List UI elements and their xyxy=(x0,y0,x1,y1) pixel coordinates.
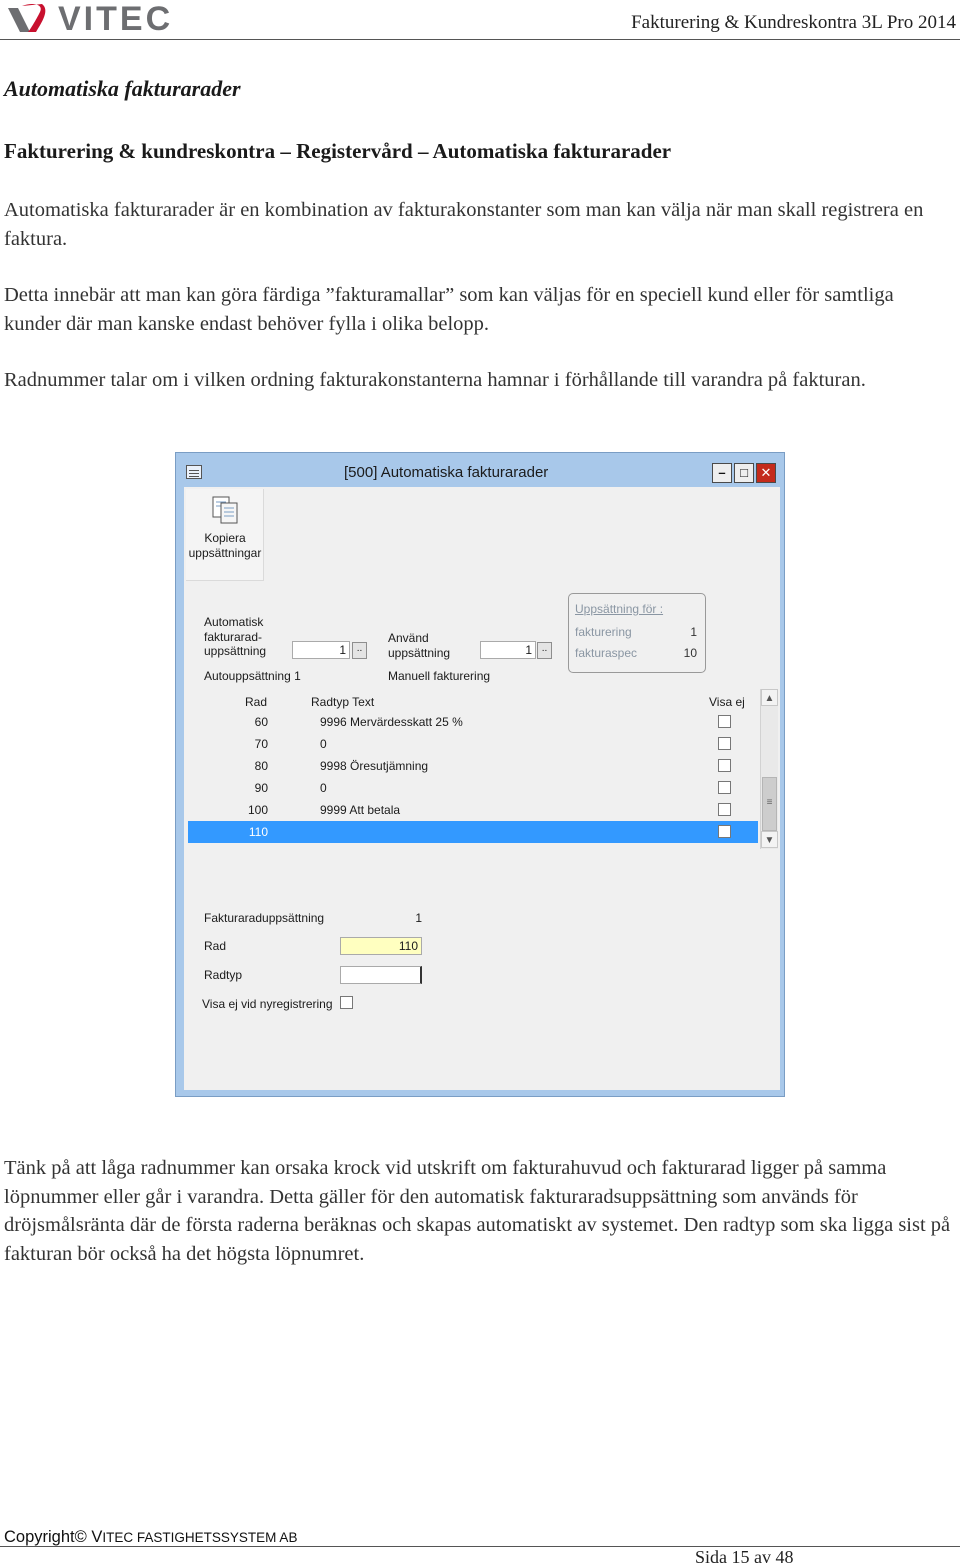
grid-row[interactable] xyxy=(188,777,758,799)
auto-setup-lookup-button[interactable]: .. xyxy=(352,642,367,659)
cell-rad: 80 xyxy=(254,759,268,773)
vitec-logo-text xyxy=(58,2,173,36)
column-header-radtyp-text[interactable]: Radtyp Text xyxy=(311,695,375,709)
invoice-rows-grid xyxy=(188,687,758,847)
visa-ej-checkbox[interactable] xyxy=(718,737,731,750)
cell-rad: 60 xyxy=(254,715,268,729)
use-setup-input[interactable]: 1 xyxy=(480,641,536,659)
copyright-symbol: © xyxy=(74,1528,87,1546)
copyright-word: Copyright xyxy=(4,1528,75,1546)
company-name: ITEC FASTIGHETSSYSTEM AB xyxy=(102,1530,298,1545)
radtyp-input[interactable] xyxy=(340,966,422,984)
scroll-down-arrow-icon[interactable]: ▼ xyxy=(761,831,778,848)
cell-rad: 70 xyxy=(254,737,268,751)
svg-text:VITEC: VITEC xyxy=(58,2,174,36)
copy-setups-label-line2: uppsättningar xyxy=(188,546,262,560)
use-setup-lookup-button[interactable]: .. xyxy=(537,642,552,659)
menu-path: Fakturering & kundreskontra – Registervård – Automatiska fakturarader xyxy=(4,139,672,163)
section-title: Automatiska fakturarader xyxy=(4,76,241,101)
setup-for-title: Uppsättning för : xyxy=(575,602,664,616)
auto-setup-input[interactable]: 1 xyxy=(292,641,350,659)
setup-for-invoicing-label: fakturering xyxy=(575,625,632,639)
copy-documents-icon xyxy=(210,495,240,525)
rad-label: Rad xyxy=(204,939,227,953)
hide-on-new-registration-checkbox[interactable] xyxy=(340,996,353,1009)
grid-row[interactable] xyxy=(188,755,758,777)
footer-divider xyxy=(0,1546,960,1547)
use-setup-description: Manuell fakturering xyxy=(388,669,491,683)
copy-setups-button[interactable] xyxy=(186,489,264,581)
visa-ej-checkbox[interactable] xyxy=(718,825,731,838)
column-header-rad[interactable]: Rad xyxy=(245,695,268,709)
window-client-area xyxy=(184,487,780,1090)
scroll-thumb[interactable]: ≡ xyxy=(762,777,777,831)
page-number: Sida 15 av 48 xyxy=(695,1547,794,1567)
visa-ej-checkbox[interactable] xyxy=(718,803,731,816)
grid-row[interactable] xyxy=(188,799,758,821)
vitec-logo xyxy=(6,2,206,36)
auto-setup-label xyxy=(204,615,266,659)
auto-setup-description: Autouppsättning 1 xyxy=(204,669,301,683)
visa-ej-checkbox[interactable] xyxy=(718,781,731,794)
grid-vertical-scrollbar[interactable] xyxy=(760,689,778,849)
setup-for-spec-value: 10 xyxy=(683,646,697,660)
setup-for-invoicing-value: 1 xyxy=(690,625,697,639)
use-setup-label xyxy=(388,631,450,660)
page-header xyxy=(0,0,960,40)
cell-radtyp: 0 xyxy=(320,737,327,751)
setup-for-spec-label: fakturaspec xyxy=(575,646,638,660)
grid-row[interactable] xyxy=(188,711,758,733)
rad-input[interactable]: 110 xyxy=(340,937,422,955)
auto-setup-label-line3: uppsättning xyxy=(204,644,267,658)
use-setup-label-line2: uppsättning xyxy=(388,645,451,660)
window-title: [500] Automatiska fakturarader xyxy=(344,464,549,481)
use-setup-label-line1: Använd xyxy=(388,631,429,645)
grid-row[interactable] xyxy=(188,733,758,755)
cell-rad: 110 xyxy=(248,825,268,839)
auto-setup-label-line1: Automatisk xyxy=(204,615,264,629)
grid-row-selected[interactable] xyxy=(188,821,758,843)
visa-ej-checkbox[interactable] xyxy=(718,759,731,772)
column-header-visa-ej[interactable]: Visa ej xyxy=(709,695,745,709)
cell-rad: 100 xyxy=(247,803,268,817)
hide-on-new-registration-label: Visa ej vid nyregistrering xyxy=(202,997,333,1011)
copy-setups-label xyxy=(186,531,264,561)
minimize-button[interactable]: – xyxy=(712,463,732,483)
invoice-row-setup-value: 1 xyxy=(415,911,422,925)
window-titlebar xyxy=(176,453,784,487)
close-button[interactable]: ✕ xyxy=(756,463,776,483)
cell-radtyp: 9999 Att betala xyxy=(320,803,401,817)
cell-radtyp: 9996 Mervärdesskatt 25 % xyxy=(320,715,463,729)
automatic-invoice-rows-window xyxy=(175,452,785,1097)
company-initial: V xyxy=(91,1528,103,1546)
paragraph-intro: Automatiska fakturarader är en kombination av fakturakonstanter som man kan välja när man skall registrera en faktura. xyxy=(4,199,924,250)
cell-radtyp: 0 xyxy=(320,781,327,795)
paragraph-row-number-warning: Tänk på att låga radnummer kan orsaka krock vid utskrift om fakturahuvud och fakturarad ligger på samma löpnummer eller går i varandra. Detta gäller för den automatisk fakturaradsuppsättning som används för dröjsmålsränta där de första raderna beräknas och skapas automatiskt av systemet. Den radtyp som ska ligga sist på fakturan bör också ha det högsta löpnumret. xyxy=(4,1157,951,1265)
scroll-up-arrow-icon[interactable]: ▲ xyxy=(761,689,778,706)
maximize-button[interactable]: □ xyxy=(734,463,754,483)
cell-rad: 90 xyxy=(254,781,268,795)
setup-for-groupbox xyxy=(568,593,706,673)
invoice-row-setup-label: Fakturaraduppsättning xyxy=(204,911,325,925)
radtyp-label: Radtyp xyxy=(204,968,243,982)
copy-setups-label-line1: Kopiera xyxy=(204,531,246,545)
auto-setup-label-line2: fakturarad- xyxy=(204,629,263,644)
document-header-title: Fakturering & Kundreskontra 3L Pro 2014 xyxy=(631,12,956,33)
paragraph-templates: Detta innebär att man kan göra färdiga ”fakturamallar” som kan väljas för en speciell kund eller för samtliga kunder där man kanske endast behöver fylla i olika belopp. xyxy=(4,284,894,335)
system-menu-icon[interactable] xyxy=(186,465,202,479)
visa-ej-checkbox[interactable] xyxy=(718,715,731,728)
paragraph-row-number: Radnummer talar om i vilken ordning fakturakonstanterna hamnar i förhållande till varandra på fakturan. xyxy=(4,369,866,391)
cell-radtyp: 9998 Öresutjämning xyxy=(320,759,429,773)
footer-copyright xyxy=(4,1528,297,1547)
